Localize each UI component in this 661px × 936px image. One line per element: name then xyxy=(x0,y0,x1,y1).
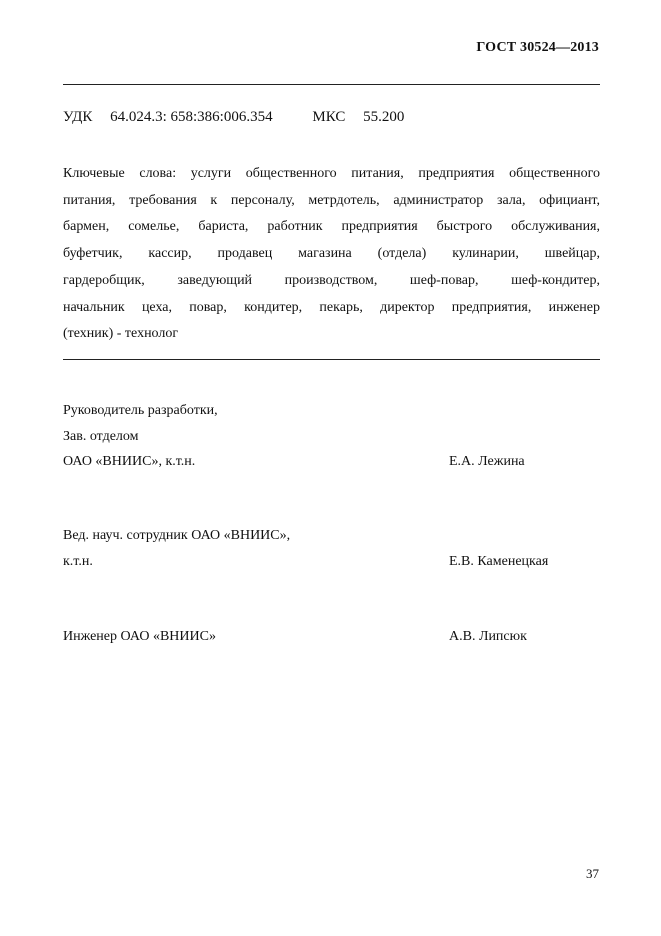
signature-3-name: А.В. Липсюк xyxy=(449,629,527,644)
standard-code-header: ГОСТ 30524—2013 xyxy=(476,40,599,55)
keywords-line: бармен, сомелье, бариста, работник предприятия быстрого обслуживания, xyxy=(63,219,600,235)
udc-label: УДК xyxy=(63,109,93,125)
signature-1-position: Зав. отделом xyxy=(63,429,139,444)
mks-value: 55.200 xyxy=(363,109,405,125)
mks-label: МКС xyxy=(312,109,346,125)
signature-1-affiliation: ОАО «ВНИИС», к.т.н. xyxy=(63,454,196,469)
page-number: 37 xyxy=(586,866,599,881)
keywords-line: гардеробщик, заведующий производством, шеф-повар, шеф-кондитер, xyxy=(63,272,600,288)
signature-1-name: Е.А. Лежина xyxy=(449,454,525,469)
keywords-line: буфетчик, кассир, продавец магазина (отдела) кулинарии, швейцар, xyxy=(63,246,600,262)
udc-value: 64.024.3: 658:386:006.354 xyxy=(110,109,273,125)
bottom-divider xyxy=(63,359,600,360)
signature-2-name: Е.В. Каменецкая xyxy=(449,554,549,569)
signature-3-title: Инженер ОАО «ВНИИС» xyxy=(63,629,216,644)
classification-line xyxy=(63,109,418,126)
keywords-line: (техник) - технолог xyxy=(63,326,179,342)
keywords-line: Ключевые слова: услуги общественного питания, предприятия общественного xyxy=(63,166,600,181)
keywords-paragraph xyxy=(63,161,600,348)
keywords-line: начальник цеха, повар, кондитер, пекарь, директор предприятия, инженер xyxy=(63,299,600,315)
signature-2-degree: к.т.н. xyxy=(63,554,93,569)
top-divider xyxy=(63,84,600,85)
keywords-line: питания, требования к персоналу, метрдотель, администратор зала, официант, xyxy=(63,192,600,208)
signature-1-title: Руководитель разработки, xyxy=(63,403,218,418)
signature-2-title: Вед. науч. сотрудник ОАО «ВНИИС», xyxy=(63,528,291,543)
